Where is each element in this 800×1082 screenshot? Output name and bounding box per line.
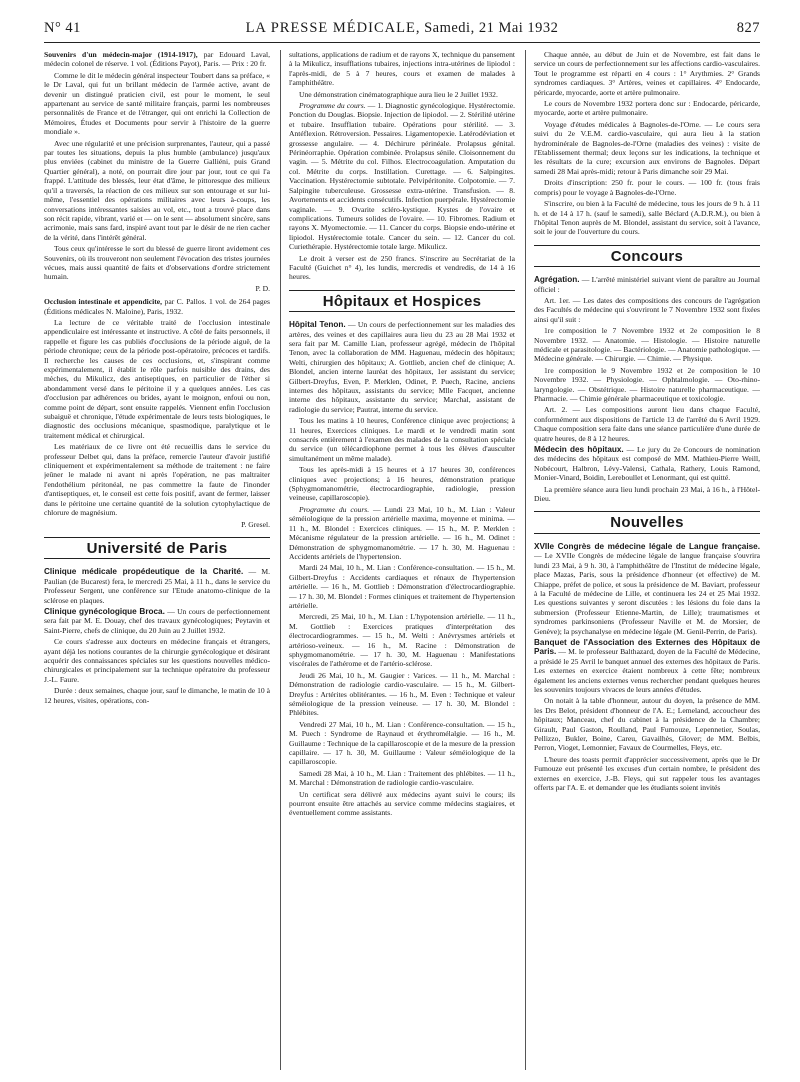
review-1-para-1: Comme le dit le médecin général inspecteur Toubert dans sa préface, « le Dr Laval, qui fut un brillant médecin de l'armée active, avant de devenir un distingué praticien civil, est pour le moment, le seul appartenant au service de santé militaire français, parmi les nombreuses personnalités de France et de l'étranger, qui ont enrichi la Collection de Mémoires, Études et Documents pour servir à l'histoire de la guerre mondiale ». (44, 70, 270, 137)
section-hopitaux (289, 290, 515, 312)
tenon-text: — Un cours de perfectionnement sur les maladies des artères, des veines et des capillaires aura lieu du 23 au 28 Mai 1932 et sera fait par M. Camille Lian, professeur agrégé, médecin de l'hôpital Tenon, avec la collaboration de MM. Haguenau, médecin des hôpitaux; Welti, chirurgien des hôpitaux; A. Gottlieb, ancien chef de clinique; A. Blondel, ancien interne lauréat des hôpitaux, 1er assistant du service; Gilbert-Dreyfus, Even, P. Merklen, Odinet, P. Puech, Racine, anciens internes des hôpitaux, assistants du service; Mlle Facquet, ancienne interne des hôpitaux, assistante du service; Marchal, assistant de radiologie du service; Pautrat, interne du service. (289, 320, 515, 414)
review-1-ref: par Edouard Laval, médecin colonel de réserve. 1 vol. (Éditions Payot), Paris. — Prix : 20 fr. (44, 50, 270, 69)
congres-title: XVIIe Congrès de médecine légale de Langue française. (534, 541, 760, 551)
masthead: LA PRESSE MÉDICALE, Samedi, 21 Mai 1932 (245, 20, 559, 36)
tenon-jeudi: Jeudi 26 Mai, 10 h., M. Gaugier : Varices. — 11 h., M. Marchal : Démonstration de radiologie cardio-vasculaire. — 15 h., M. Gilbert-Dreyfus : Artérites oblitérantes. — 16 h., M. Even : Technique et valeur séméiologique de la pression veineuse. — 17 h. 30, M. Blondel : Phlébites. (289, 670, 515, 718)
review-2-signature: P. Gresel. (241, 519, 270, 529)
tenon-title: Hôpital Tenon. (289, 320, 346, 330)
page-number: 827 (736, 20, 760, 36)
tenon-samedi: Samedi 28 Mai, à 10 h., M. Lian : Traitement des phlébites. — 11 h., M. Marchal : Démonstration de radiologie cardio-vasculaire. (289, 768, 515, 788)
column-2 (289, 50, 515, 1070)
column-1 (44, 50, 270, 1070)
section-title-universite: Université de Paris (86, 539, 228, 557)
issue-date: Samedi, 21 Mai 1932 (424, 20, 559, 36)
review-2-para-1: La lecture de ce véritable traité de l'occlusion intestinale appendiculaire est intéressante et instructive. A côté de faits personnels, il rappelle et figure les cas publiés d'occlusions de la période aiguë, de la période chronique; ceux de la période post-opératoire, précoces et tardifs. Il recherche les causes de ces occlusions, et, s'inspirant comme expérimentalement, il établit le rôle parfois nuisible des drains, des mèches, du Mikulicz, des antiseptiques, en particulier de l'éther si abondamment versé dans le péritoine il y a quelques années. Les cas d'occlusion par adhérences ou brides, ayant le moignon, enfoui ou non, comme point de départ, sont ensuite rappelés. Viennent enfin l'occlusion subaiguë et chronique, l'étude expérimentale de leurs tests biologiques, le diagnostic des occlusions mécanique, spasmodique, paralytique et le traitement médical et chirurgical. (44, 317, 270, 440)
clinique-charite (44, 567, 270, 605)
column-3 (534, 50, 760, 1070)
clinique-broca-title: Clinique gynécologique Broca. (44, 606, 165, 616)
medecin-hopitaux-text: — Le jury du 2e Concours de nomination des médecins des hôpitaux est composé de MM. Mathieu-Pierre Weill, Nobécourt, Halbron, Lévy-Valensi, Cathala, Rathery, Louis Ramond, Monier-Vinard, Boidin, Lereboullet et Lenormant, qui est quitté. (534, 445, 760, 483)
section-title-hopitaux: Hôpitaux et Hospices (322, 292, 482, 310)
clinique-broca-text: — Un cours de perfectionnement sera fait par M. E. Douay, chef des travaux gynécologiques; Peytavin et Saint-Pierre, chefs de clinique, du 20 Juin au 2 Juillet 1932. (44, 606, 270, 635)
section-universite (44, 537, 270, 559)
review-1-title: Souvenirs d'un médecin-major (1914-1917), (44, 50, 198, 59)
banquet-text: — M. le professeur Balthazard, doyen de la Faculté de Médecine, a présidé le 25 Avril le banquet annuel des externes des hôpitaux de Paris. Les externes en exercice étaient nombreux à cette fête; nombreux également les anciens externes venus rechercher pendant quelques heures les souvenirs toujours vivaces de leurs années d'études. (534, 647, 760, 694)
review-1-para-2: Avec une régularité et une précision surprenantes, l'auteur, qui a passé par toutes les situations, depuis la plus humble (ambulance) jusqu'aux plus enviées (cabinet du ministre de la Guerre Galliéni, puis Grand Quartier général), a noté, on pourrait dire jour par jour, tout ce qui l'a frappé. L'attitude des blessés, leur état d'âme, le pittoresque des milieux qu'il a traversés, la réaction de ces milieux sur son entourage et sur lui-même, l'essentiel des opérations militaires avec leurs à-coups, les conversations intéressantes saisies au vol, etc., tout a trouvé place dans son récit rapide, vibrant, varié et — on le sent — absolument sincère, sans acrimonie, mais sans fard, inspiré avant tout par le désir de ne rien cacher de la vérité, dans l'intérêt général. (44, 138, 270, 242)
review-1 (44, 50, 270, 69)
broca-program (289, 101, 515, 252)
agregation (534, 275, 760, 294)
agregation-text: — L'arrêté ministériel suivant vient de paraître au Journal officiel : (534, 275, 760, 294)
tenon-mercredi: Mercredi, 25 Mai, 10 h., M. Lian : L'hypotension artérielle. — 11 h., M. Gottlieb : Exercices pratiques d'interprétation des électrocardiogrammes. — 15 h., M. Welti : Anévrysmes artériels et artérioso-veineux. — 16 h., M. Racine : Démonstration de sphygmomanométrie. — 17 h. 30, M. Haguenau : Manifestations viscérales de l'athérome et de l'artério-sclérose. (289, 612, 515, 669)
review-2-para-2: Les matériaux de ce livre ont été recueillis dans le service du professeur Delbet qui, dans la préface, remercie l'auteur d'avoir justifié cliniquement et expérimentalement sa méthode de traitement : ne faire jeûner le malade ni avant ni après l'opération, ne pas maltraiter l'endothélium péritonéal, ne pas commettre la faute de l'inonder d'antiseptiques, et, le conseil est cette fois positif, avant de fermer, laisser dans le péritoine une certaine quantité de la solution cytophylactique de chlorure de magnésium. (44, 442, 270, 518)
agregation-art-1: Art. 1er. — Les dates des compositions des concours de l'agrégation des Facultés de médecine qui s'ouvriront le 7 Novembre 1932 sont fixées ainsi qu'il suit : (534, 295, 760, 324)
review-1-para-3: Tous ceux qu'intéresse le sort du blessé de guerre liront avidement ces Souvenirs, où ils trouveront non seulement l'évocation des tristes journées vécues, mais aussi quantité de faits et d'observations d'ordre strictement humain. (44, 244, 270, 282)
broca-fees: Le droit à verser est de 250 francs. S'inscrire au Secrétariat de la Faculté (Guichet n° 4), les lundis, mercredis et vendredis, de 14 à 16 heures. (289, 253, 515, 282)
medecin-hopitaux (534, 445, 760, 483)
banquet (534, 638, 760, 694)
journal-name: LA PRESSE MÉDICALE (245, 20, 416, 36)
broca-demo: Une démonstration cinématographique aura lieu le 2 Juillet 1932. (299, 89, 498, 99)
clinique-broca-para-2: Ce cours s'adresse aux docteurs en médecine français et étrangers, ayant déjà les notions courantes de la chirurgie gynécologique et désirant acquérir des connaissances spéciales sur les questions nouvelles médico-chirurgicales et principalement sur la technique opératoire du professeur J.-L. Faure. (44, 637, 270, 684)
clinique-charite-title: Clinique médicale propédeutique de la Charité. (44, 567, 244, 577)
column-divider-1 (280, 50, 281, 1070)
congres (534, 542, 760, 636)
tenon-certificat: Un certificat sera délivré aux médecins ayant suivi le cours; ils pourront ensuite être attachés au service comme médecins stagiaires, et éventuellement comme assistants. (289, 789, 515, 818)
section-nouvelles (534, 511, 760, 533)
clinique-broca-para-3: Durée : deux semaines, chaque jour, sauf le dimanche, le matin de 10 à 12 heures, visites, opérations, con- (44, 686, 270, 705)
section-title-nouvelles: Nouvelles (610, 514, 684, 532)
header-rule (44, 42, 760, 43)
medecin-hopitaux-title: Médecin des hôpitaux. (534, 445, 624, 455)
tenon-program-text: — Lundi 23 Mai, 10 h., M. Lian : Valeur séméiologique de la pression artérielle maxima, moyenne et minima. — 11 h., M. Blondel : Exercices cliniques. — 15 h., M. P. Merklen : Mécanisme régulateur de la pression artérielle. — 16 h., M. Odinet : Démonstration de sphygmomanométrie. — 17 h. 30, M. Haguenau : Accidents artériels de l'hypertension. (289, 504, 515, 561)
clinique-charite-text: — M. Paulian (de Bucarest) fera, le mercredi 25 Mai, à 11 h., dans le service du Professeur Sergent, une conférence sur l'Etude anatomo-clinique de la sclérose en plaques. (44, 567, 270, 605)
column-divider-2 (525, 50, 526, 1070)
page-header (44, 18, 760, 40)
broca-program-text: — 1. Diagnostic gynécologique. Hystérectomie. Ponction du Douglas. Biopsie. Injection de lipiodol. — 2. Stérilité utérine et tubaire. Insufflation tubaire. Opérations pour stérilité. — 3. Antéflexion. Rétroversion. Pessaires. Ligamentopexie. Latérodéviation et grossesse angulaire. — 4. Déchirure périnéale. Prolapsus génital. Périnéorraphie. Opération combinée. Prolapsus sénile. Cloisonnement du vagin. — 5. Métrite du col. Filhos. Electrocoagulation. Amputation du col. Métrite du corps. Instillation. Curettage. — 6. Salpingites. Vaccination. Hystérectomie subtotale. Pelvipéritonite. Colpotomie. — 7. Salpingite tuberculeuse. Grossesse extra-utérine. Transfusion. — 8. Avortements et accidents consécutifs. Infection puerpérale. Hystérectomie vaginale. — 9. Ovarite scléro-kystique. Kystes de l'ovaire et complications. Tumeurs solides de l'ovaire. — 10. Fibromes. Radium et rayons X. Myomectomie. — 11. Cancer du corps. Biopsie endo-utérine et lipiodol. Hystérectomie totale. Cancer du sein. — 12. Cancer du col. Curiethérapie. Hystérectomie totale large. Mikulicz. (289, 101, 515, 252)
review-1-signature: P. D. (255, 283, 270, 293)
review-2 (44, 297, 270, 316)
tenon-droits: Droits d'inscription: 250 fr. pour le cours. — 100 fr. (tous frais compris) pour le voyage à Bagnoles-de-l'Orne. (534, 178, 760, 197)
banquet-title: Banquet de l'Association des Externes des Hôpitaux de Paris. (534, 637, 760, 657)
section-title-concours: Concours (610, 247, 684, 265)
agregation-art-2: Art. 2. — Les compositions auront lieu dans chaque Faculté, conformément aux dispositions de l'article 13 de l'arrêté du 6 Avril 1929. Chaque composition sera faite dans une séance particulière d'une durée de quatre heures, de 8 à 12 heures. (534, 405, 760, 443)
issue-number: N° 41 (44, 20, 81, 36)
tenon-program-label: Programme du cours. (299, 504, 370, 514)
medecin-hopitaux-para-2: La première séance aura lieu lundi prochain 23 Mai, à 16 h., à l'Hôtel-Dieu. (534, 484, 760, 504)
section-concours (534, 245, 760, 267)
tenon-vendredi: Vendredi 27 Mai, 10 h., M. Lian : Conférence-consultation. — 15 h., M. Puech : Syndrome de Raynaud et érythromélalgie. — 16 h., M. Guillaume : Technique de la capillaroscopie et de la mesure de la pression capillaire. — 17 h. 30, M. Guillaume : Valeur séméiologique de la capillaroscopie. (289, 719, 515, 767)
tenon-mardi: Mardi 24 Mai, 10 h., M. Lian : Conférence-consultation. — 15 h., M. Gilbert-Dreyfus : Accidents cardiaques et rénaux de l'hypertension artérielle. — 16 h., M. Gottlieb : Démonstration d'électrocardiographie. — 17 h. 30, M. Blondel : Formes cliniques et traitement de l'hypertension artérielle. (289, 563, 515, 610)
clinique-broca (44, 607, 270, 635)
tenon-para-2: Tous les matins à 10 heures, Conférence clinique avec projections; à 11 heures, Exercices cliniques. Le mardi et le vendredi matin sont consacrés entièrement à l'examen des malades de la consultation spéciale du service (un télécardiophone permet à tous les élèves d'ausculter simultanément un même malade). (289, 416, 515, 463)
broca-continued: sultations, applications de radium et de rayons X, technique du pansement à la Mikulicz, insufflations tubaires, injections intra-utérines de lipiodol : l'après-midi, de 5 à 7 heures, cours et examen de malades à l'amphithéâtre. (289, 50, 515, 88)
review-2-ref: par C. Pallos. 1 vol. de 264 pages (Éditions médicales N. Maloine), Paris, 1932. (44, 297, 270, 316)
tenon-program (289, 505, 515, 561)
tenon-inscription: S'inscrire, ou bien à la Faculté de médecine, tous les jours de 9 h. à 11 h. et de 14 à 17 h. (sauf le samedi), salle Béclard (A.D.R.M.), ou bien à l'hôpital Tenon auprès de M. Blondel, assistant du service, soit à l'avance, soit le jour de l'ouverture du cours. (534, 199, 760, 237)
tenon-voyage: Voyage d'études médicales à Bagnoles-de-l'Orne. — Le cours sera suivi du 2e V.E.M. cardio-vasculaire, qui aura lieu à la station hydrominérale de Bagnoles-de-l'Orne (maladies des veines) : visite de l'Etablissement thermal; deux leçons sur les indications, la technique et les résultats de la cure; excursion aux environs de Bagnoles. Départ samedi 28 Mai après-midi; retour à Paris dimanche soir 29 Mai. (534, 119, 760, 176)
broca-program-label: Programme du cours. (299, 101, 366, 111)
agregation-comp-1: 1re composition le 7 Novembre 1932 et 2e composition le 8 Novembre 1932. — Anatomie. — Histologie. — Histoire naturelle médicale et parasitologie. — Bactériologie. — Anatomie pathologique. — Médecine générale. — Chirurgie. — Chimie. — Physique. (534, 326, 760, 364)
tenon-para-3: Tous les après-midi à 15 heures et à 17 heures 30, conférences cliniques avec projections; à 16 heures, démonstration pratique (Sphygmomanométrie, électrocardiographie, radiologie, pression veineuse, capillaroscopie). (289, 465, 515, 503)
banquet-para-2: On notait à la table d'honneur, autour du doyen, la présence de MM. les Drs Belot, président d'honneur de l'A. E.; Lemeland, accoucheur des hôpitaux; Manceau, chef du cabinet à la présidence de la Chambre; Girault, Paul Gaston, Roulland, Paul Fumouze, Lepennetier, Soulas, Pellizzo, Bukler, Boine, Careu, Gavailhès, Glover; de MM. Belbis, Perron, Vioget, Lemonnier, Favaux de Courmelles, Fleys, etc. (534, 696, 760, 753)
tenon-cont-2: Le cours de Novembre 1932 portera donc sur : Endocarde, péricarde, myocarde, aorte et artère pulmonaire. (534, 99, 760, 118)
agregation-comp-2: 1re composition le 9 Novembre 1932 et 2e composition le 10 Novembre 1932. — Physiologie. — Ophtalmologie. — Oto-rhino-laryngologie. — Obstétrique. — Histoire naturelle pharmaceutique. — Pharmacie. — Chimie générale pharmaceutique et toxicologie. (534, 365, 760, 403)
tenon-intro (289, 320, 515, 414)
banquet-para-3: L'heure des toasts permit d'apprécier successivement, après que le Dr Fumouze eut présenté les excuses d'un certain nombre, le président des externes en exercice, J.-B. Fleys, qui sut rappeler tous les avantages offerts par l'A. E. et demander que les étudiants soient invités (534, 754, 760, 793)
congres-text: — Le XVIIe Congrès de médecine légale de langue française s'ouvrira lundi 23 Mai, à 9 h. 30, à l'amphithéâtre de l'Institut de médecine légale, place Mazas, Paris, sous la présidence d'honneur (et effective) de M. Chiappe, préfet de police, et sous la présidence de M. Baviart, professeur à la Faculté de médecine de Lille, et continuera les 24 et 25 Mai 1932. Les questions suivantes y seront discutées : les lésions du foie dans la submersion (Professeur Etienne-Martin, de Lille); traumatismes et syndromes parkinsoniens (Professeur Naville et M. de Morsier, de Genève); la psychanalyse en médecine légale (M. Genil-Perrin, de Paris). (534, 551, 760, 636)
tenon-cont-1: Chaque année, au début de Juin et de Novembre, est fait dans le service un cours de perfectionnement sur les affections cardio-vasculaires. Tout le programme est réparti en 4 cours : 1° Arythmies. 2° Grands syndromes cardiaques. 3° Artères, veines et capillaires. 4° Endocarde, péricarde, myocarde, aorte et artère pulmonaire. (534, 50, 760, 97)
agregation-title: Agrégation. (534, 275, 580, 285)
review-2-title: Occlusion intestinale et appendicite, (44, 297, 163, 307)
